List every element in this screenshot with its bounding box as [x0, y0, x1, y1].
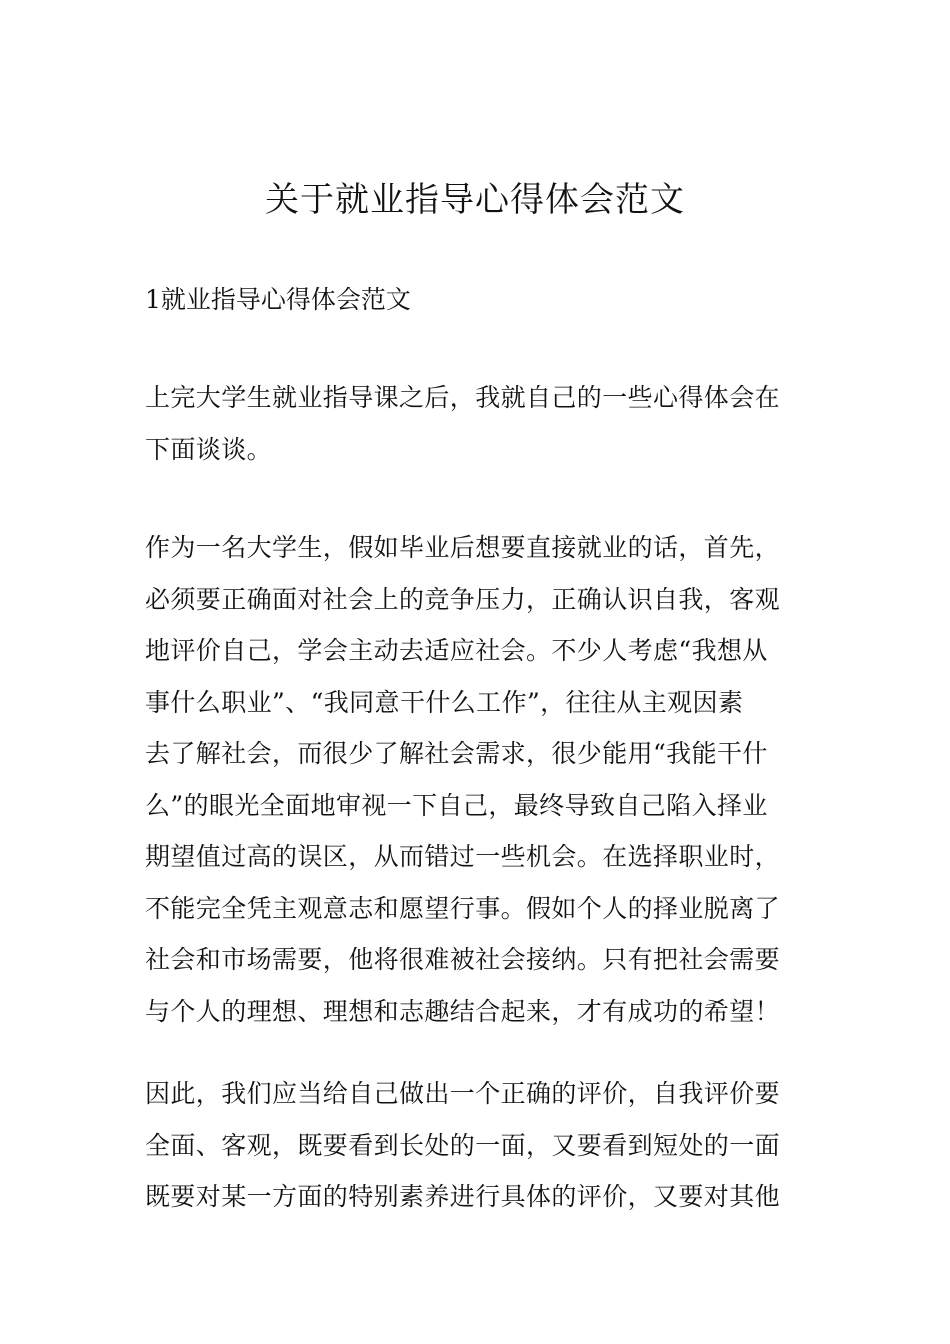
- paragraph-line: 么”的眼光全面地审视一下自己，最终导致自己陷入择业: [145, 790, 768, 820]
- paragraph-conclusion: [145, 1068, 810, 1223]
- paragraph-line: 与个人的理想、理想和志趣结合起来，才有成功的希望！: [145, 996, 781, 1026]
- paragraph-line: 既要对某一方面的特别素养进行具体的评价，又要对其他: [145, 1182, 781, 1211]
- paragraph-line: 全面、客观，既要看到长处的一面，又要看到短处的一面: [145, 1130, 781, 1160]
- paragraph-line: 去了解社会，而很少了解社会需求，很少能用“我能干什: [145, 739, 768, 768]
- paragraph-body: [145, 522, 810, 1037]
- paragraph-line: 事什么职业”、“我同意干什么工作”，往往从主观因素: [145, 687, 744, 717]
- paragraph-line: 期望值过高的误区，从而错过一些机会。在选择职业时，: [145, 842, 781, 871]
- document-title: 关于就业指导心得体会范文: [265, 180, 685, 220]
- paragraph-line: 地评价自己，学会主动去适应社会。不少人考虑“我想从: [145, 636, 768, 665]
- paragraph-line: 社会和市场需要，他将很难被社会接纳。只有把社会需要: [145, 945, 781, 974]
- paragraph-line: 作为一名大学生，假如毕业后想要直接就业的话，首先，: [145, 533, 781, 562]
- paragraph-line: 下面谈谈。: [145, 434, 273, 464]
- section-heading: 1就业指导心得体会范文: [145, 285, 411, 314]
- paragraph-intro: [145, 372, 810, 475]
- paragraph-line: 必须要正确面对社会上的竞争压力，正确认识自我，客观: [145, 584, 781, 614]
- paragraph-line: 因此，我们应当给自己做出一个正确的评价，自我评价要: [145, 1079, 781, 1108]
- paragraph-line: 不能完全凭主观意志和愿望行事。假如个人的择业脱离了: [145, 893, 781, 923]
- paragraph-line: 上完大学生就业指导课之后，我就自己的一些心得体会在: [145, 383, 781, 412]
